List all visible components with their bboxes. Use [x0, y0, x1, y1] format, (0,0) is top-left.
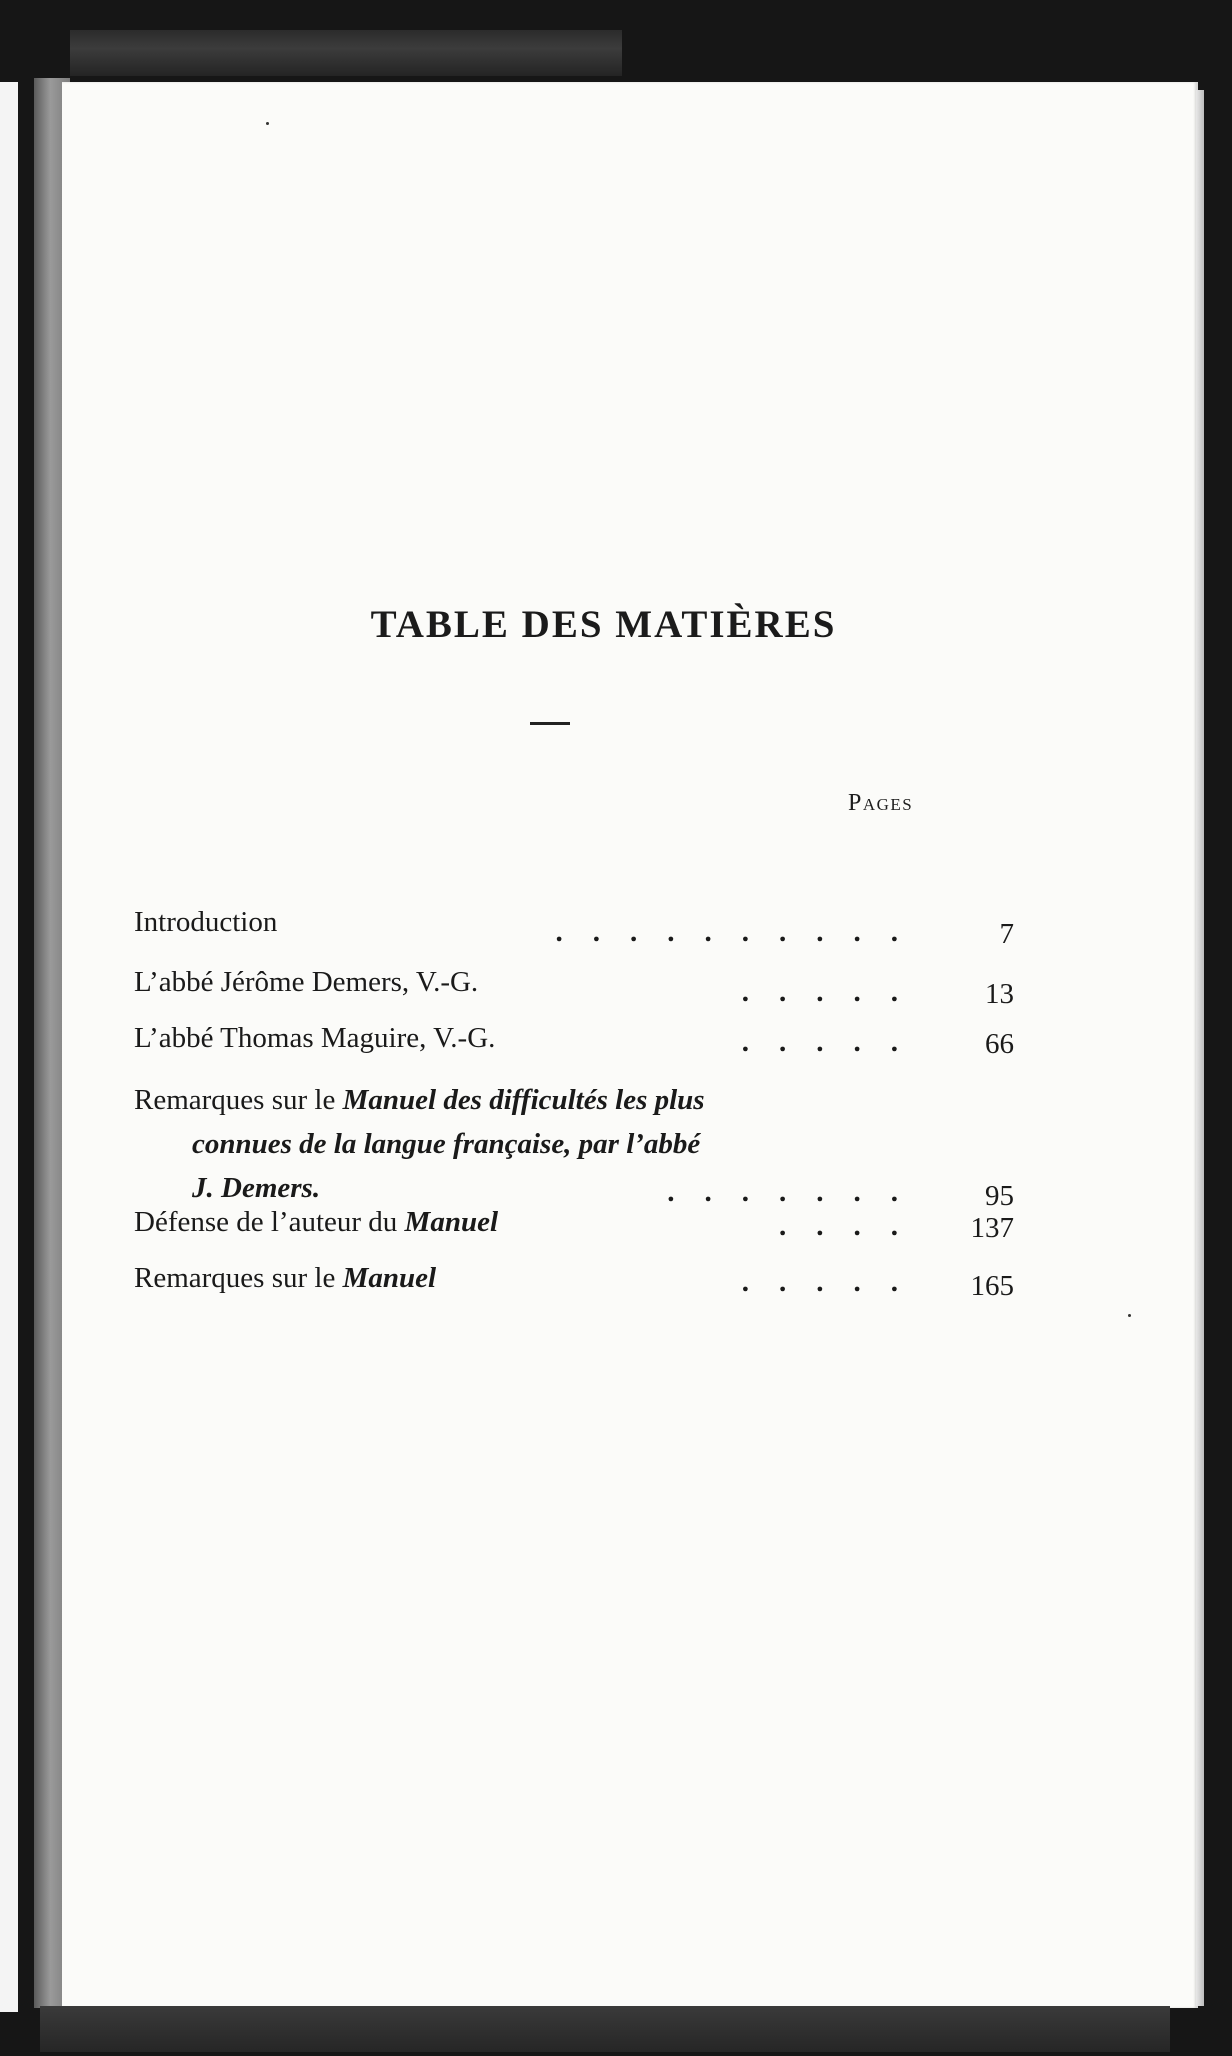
toc-entry-title [134, 1262, 436, 1294]
toc-entry-prefix: Défense de l’auteur du [134, 1206, 398, 1238]
toc-entry-title: L’abbé Jérôme Demers, V.-G. [134, 966, 479, 998]
leader-dots: ..... [741, 1266, 928, 1298]
adjacent-page-sliver [0, 82, 18, 2012]
toc-entry-page: 7 [999, 918, 1014, 950]
toc-entry-page: 13 [985, 978, 1014, 1010]
toc-entry [134, 960, 1014, 1010]
toc-entry-page: 66 [985, 1028, 1014, 1060]
toc-entry-italic-title: Manuel [404, 1206, 499, 1238]
page-edge [1196, 90, 1204, 2006]
page-title: TABLE DES MATIÈRES [370, 603, 837, 646]
toc-entry-title: L’abbé Thomas Maguire, V.-G. [134, 1022, 496, 1054]
toc-entry-prefix: Remarques sur le [134, 1262, 336, 1294]
toc-entry-title [134, 1206, 498, 1238]
toc-entry [134, 1016, 1014, 1060]
toc-entry [134, 1078, 1014, 1210]
leader-dots: ....... [667, 1176, 928, 1208]
toc-entry-continuation: J. Demers. [192, 1172, 321, 1204]
toc-entry [134, 1200, 1014, 1244]
toc-entry-prefix: Remarques sur le [134, 1084, 336, 1116]
leader-dots: .... [779, 1210, 928, 1242]
title-rule [530, 722, 570, 725]
toc-entry-page: 137 [970, 1212, 1014, 1244]
pages-column-header: Pages [848, 790, 914, 816]
leader-dots: .......... [555, 916, 928, 948]
leader-dots: ..... [741, 1026, 928, 1058]
toc-entry-title: Introduction [134, 906, 278, 938]
page-sheet [62, 82, 1198, 2008]
toc-entry-italic-title: Manuel des difficultés les plus [342, 1084, 705, 1116]
toc-entry-page: 95 [985, 1180, 1014, 1212]
scan-bottom-edge [40, 2006, 1170, 2052]
toc-entry-italic-title: Manuel [342, 1262, 437, 1294]
toc-entry [134, 1256, 1014, 1300]
toc-entry-page: 165 [970, 1270, 1014, 1302]
toc-entry-title [134, 1078, 1014, 1122]
leader-dots: ..... [741, 976, 928, 1008]
paper-speck [266, 122, 269, 125]
scan-top-edge [70, 30, 622, 76]
toc-entry-continuation: connues de la langue française, par l’abbé [192, 1128, 701, 1160]
paper-speck [1128, 1314, 1131, 1317]
toc-entry [134, 900, 1014, 950]
